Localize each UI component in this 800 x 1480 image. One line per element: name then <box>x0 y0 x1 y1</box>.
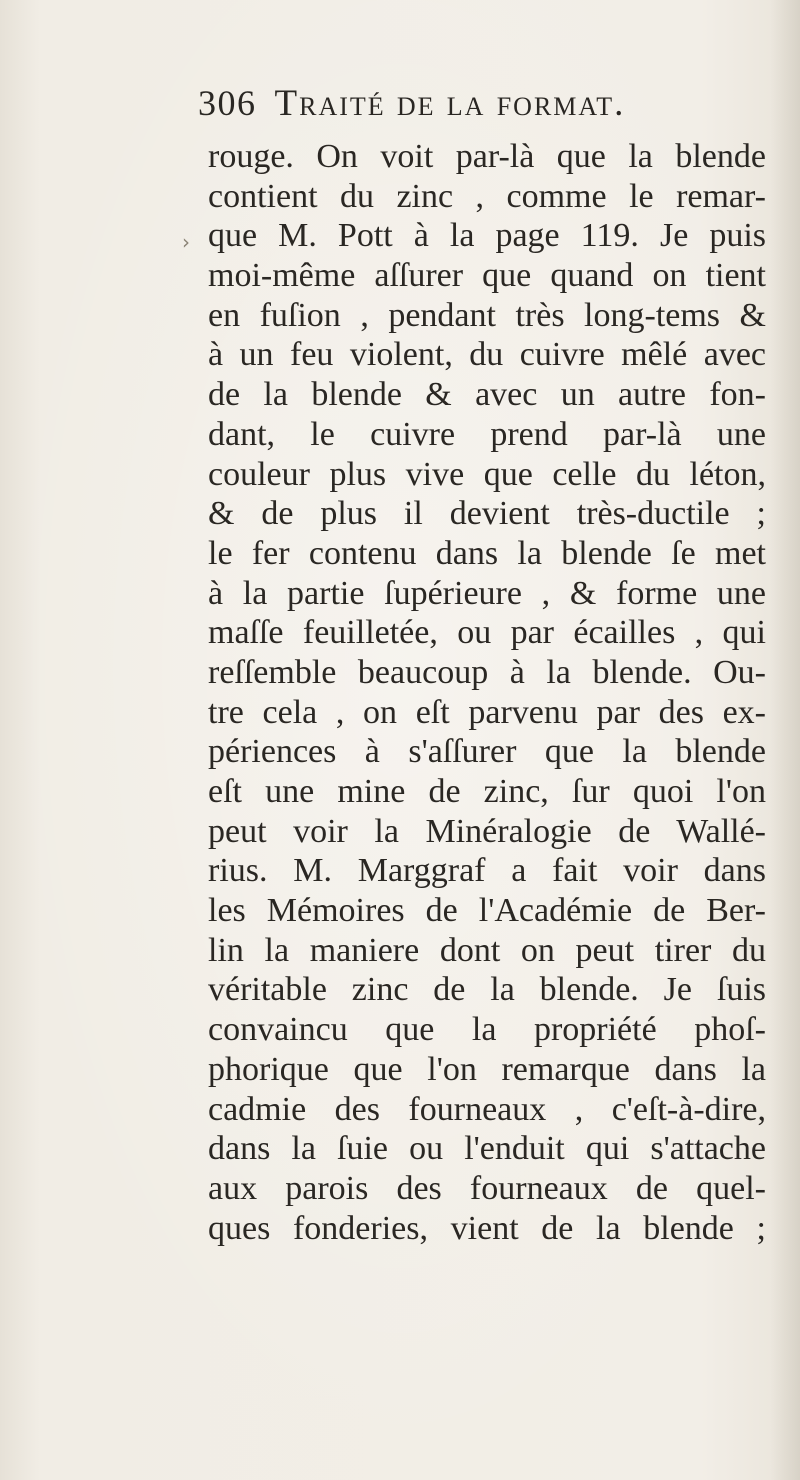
text-line: rouge. On voit par-là que la blende <box>208 138 766 175</box>
text-line: à la partie ſupérieure , & forme une <box>208 574 766 612</box>
text-line: de la blende & avec un autre fon- <box>208 376 766 414</box>
text-line: périences à s'aſſurer que la blende <box>208 733 766 771</box>
text-line: peut voir la Minéralogie de Wallé- <box>208 812 766 850</box>
text-line: lin la maniere dont on peut tirer du <box>208 931 766 969</box>
margin-mark: › <box>182 230 190 254</box>
text-line: cadmie des fourneaux , c'eſt-à-dire, <box>208 1090 766 1128</box>
text-line: maſſe feuilletée, ou par écailles , qui <box>208 614 766 652</box>
text-line: le fer contenu dans la blende ſe met <box>208 534 766 572</box>
running-title: Traité de la format. <box>274 83 626 124</box>
text-line: convaincu que la propriété phoſ- <box>208 1011 766 1049</box>
text-line: moi-même aſſurer que quand on tient <box>208 257 766 295</box>
text-line: reſſemble beaucoup à la blende. Ou- <box>208 653 766 691</box>
text-line: les Mémoires de l'Académie de Ber- <box>208 892 766 930</box>
body-text <box>208 137 766 1248</box>
page-edge-shadow <box>770 0 800 1480</box>
text-line: rius. M. Marggraf a fait voir dans <box>208 852 766 890</box>
text-line: & de plus il devient très-ductile ; <box>208 495 766 533</box>
text-line: dant, le cuivre prend par-là une <box>208 415 766 453</box>
text-line: aux parois des fourneaux de quel- <box>208 1169 766 1207</box>
text-line: en fuſion , pendant très long-tems & <box>208 296 766 334</box>
running-head <box>198 78 778 128</box>
text-line: phorique que l'on remarque dans la <box>208 1050 766 1088</box>
text-line: contient du zinc , comme le remar- <box>208 177 766 215</box>
text-line: dans la ſuie ou l'enduit qui s'attache <box>208 1130 766 1168</box>
page-number: 306 <box>198 83 257 123</box>
text-line: ques fonderies, vient de la blende ; <box>208 1209 766 1247</box>
text-line: eſt une mine de zinc, ſur quoi l'on <box>208 773 766 810</box>
text-line: que M. Pott à la page 119. Je puis <box>208 217 766 255</box>
text-line: tre cela , on eſt parvenu par des ex- <box>208 693 766 731</box>
text-line: véritable zinc de la blende. Je ſuis <box>208 971 766 1009</box>
text-line: à un feu violent, du cuivre mêlé avec <box>208 336 766 374</box>
text-line: couleur plus vive que celle du léton, <box>208 455 766 493</box>
